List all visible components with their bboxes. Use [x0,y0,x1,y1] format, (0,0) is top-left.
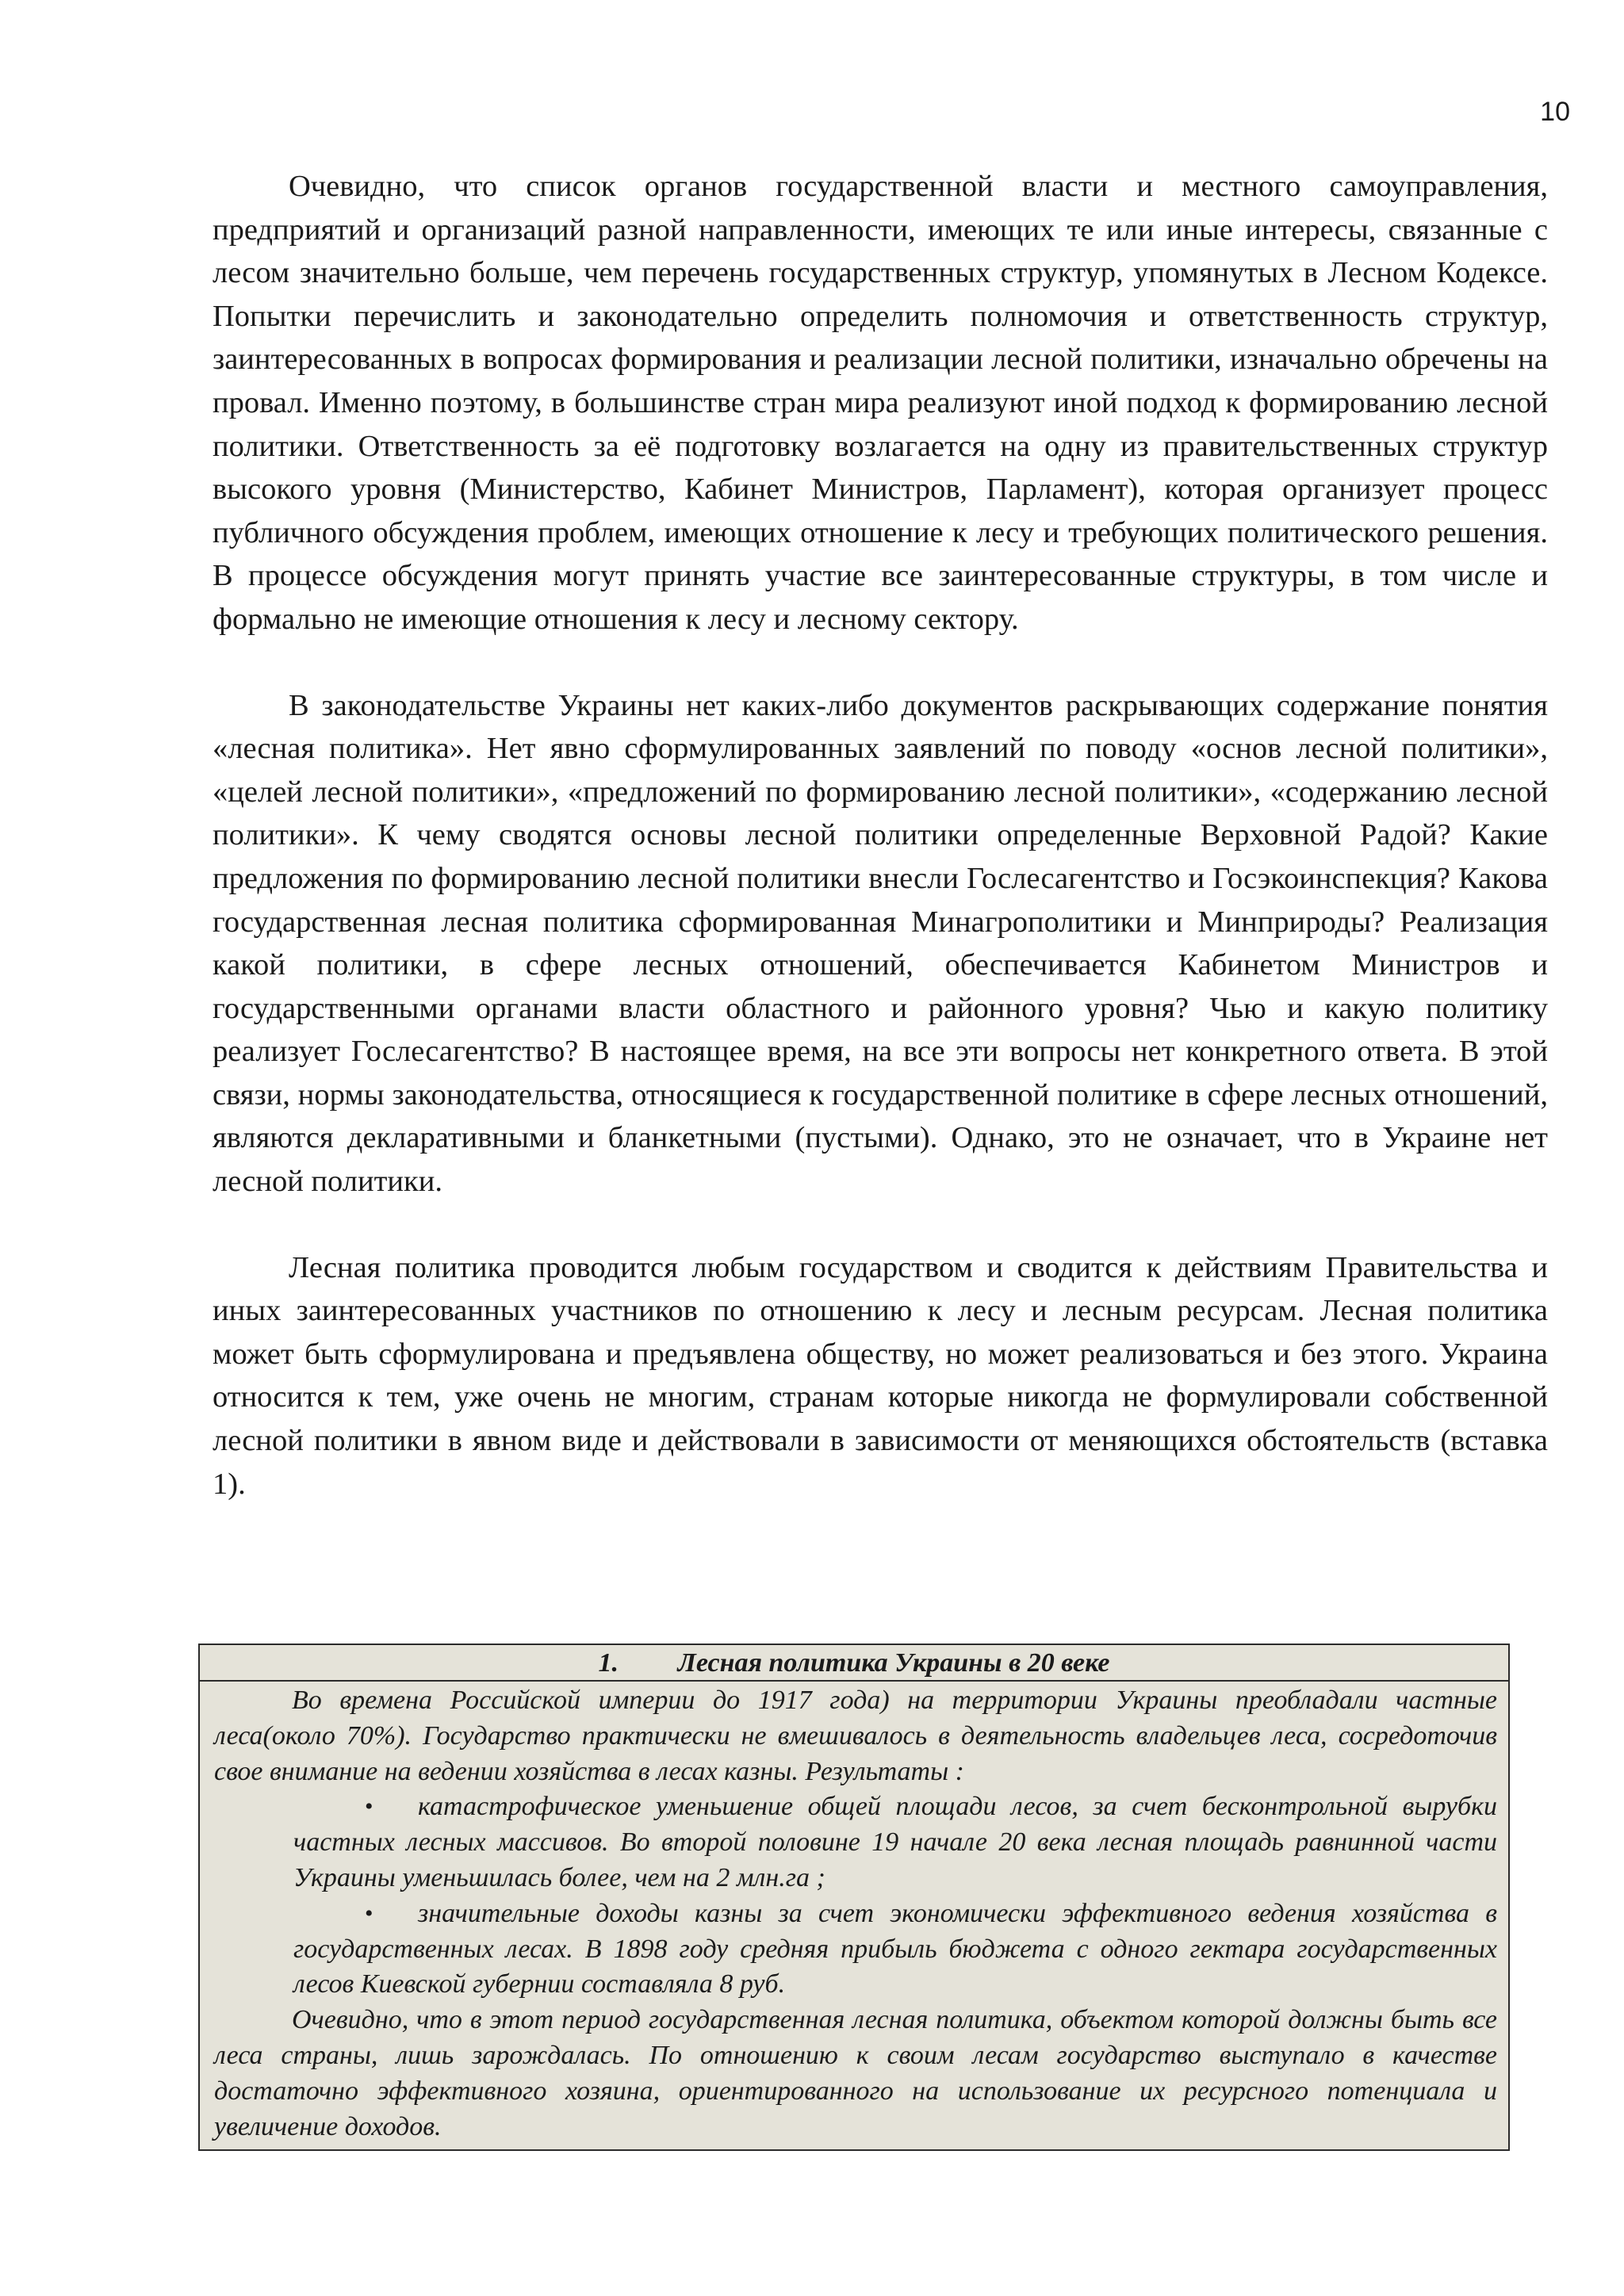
inset-intro: Во времена Российской империи до 1917 года) на территории Украины преобладали частные леса(около 70%). Государство практически не вмешивалось в деятельность владельцев леса, сосредоточив свое внимание на ведении хозяйства в лесах казны. Результаты : [214,1686,1497,1786]
page-number: 10 [1540,97,1570,127]
inset-title [200,1645,1508,1682]
list-item [293,1896,1497,2003]
paragraph-forest-policy-definition: Лесная политика проводится любым государством и сводится к действиям Правительства и иных заинтересованных участников по отношению к лесу и лесным ресурсам. Лесная политика может быть сформулирована и предъявлена обществу, но может реализоваться и без этого. Украина относится к тем, уже очень не многим, странам которые никогда не формулировали собственной лесной политики в явном виде и действовали в зависимости от меняющихся обстоятельств (вставка 1). [213,1250,1548,1501]
inset-body [200,1682,1508,2149]
bullet-icon: • [365,1793,373,1820]
inset-box [198,1644,1510,2151]
paragraph-governance-structures: Очевидно, что список органов государственной власти и местного самоуправления, предприятий и организаций разной направленности, имеющих те или иные интересы, связанные с лесом значительно больше, чем перечень государственных структур, упомянутых в Лесном Кодексе. Попытки перечислить и законодательно определить полномочия и ответственность структур, заинтересованных в вопросах формирования и реализации лесной политики, изначально обречены на провал. Именно поэтому, в большинстве стран мира реализуют иной подход к формированию лесной политики. Ответственность за её подготовку возлагается на одну из правительственных структур высокого уровня (Министерство, Кабинет Министров, Парламент), которая организует процесс публичного обсуждения проблем, имеющих отношение к лесу и требующих политического решения. В процессе обсуждения могут принять участие все заинтересованные структуры, в том числе и формально не имеющие отношения к лесу и лесному сектору. [213,170,1548,636]
paragraph-legislation-gaps: В законодательстве Украины нет каких-либо документов раскрывающих содержание понятия «лесная политика». Нет явно сформулированных заявлений по поводу «основ лесной политики», «целей лесной политики», «предложений по формированию лесной политики», «содержанию лесной политики». К чему сводятся основы лесной политики определенные Верховной Радой? Какие предложения по формированию лесной политики внесли Гослесагентство и Госэкоинспекция? Какова государственная лесная политика сформированная Минагрополитики и Минприроды? Реализация какой политики, в сфере лесных отношений, обеспечивается Кабинетом Министров и государственными органами власти областного и районного уровня? Чью и какую политику реализует Гослесагентство? В настоящее время, на все эти вопросы нет конкретного ответа. В этой связи, нормы законодательства, относящиеся к государственной политике в сфере лесных отношений, являются декларативными и бланкетными (пустыми). Однако, это не означает, что в Украине нет лесной политики. [213,688,1548,1199]
list-item [293,1789,1497,1896]
bullet-icon: • [365,1900,373,1927]
list-item-text: значительные доходы казны за счет экономически эффективного ведения хозяйства в государственных лесах. В 1898 году средняя прибыль бюджета с одного гектара государственных лесов Киевской губернии составляла 8 руб. [293,1898,1497,1999]
inset-conclusion: Очевидно, что в этот период государственная лесная политика, объектом которой должны быть все леса страны, лишь зарождалась. По отношению к своим лесам государство выступало в качестве достаточно эффективного хозяина, ориентированного на использование их ресурсного потенциала и увеличение доходов. [214,2005,1497,2141]
document-body [213,165,1548,1548]
list-item-text: катастрофическое уменьшение общей площади лесов, за счет бесконтрольной вырубки частных лесных массивов. Во второй половине 19 начале 20 века лесная площадь равнинной части Украины уменьшилась более, чем на 2 млн.га ; [293,1792,1497,1892]
inset-title-text: Лесная политика Украины в 20 веке [677,1648,1110,1678]
inset-number: 1. [598,1648,619,1678]
inset-bullet-list [214,1789,1497,2003]
